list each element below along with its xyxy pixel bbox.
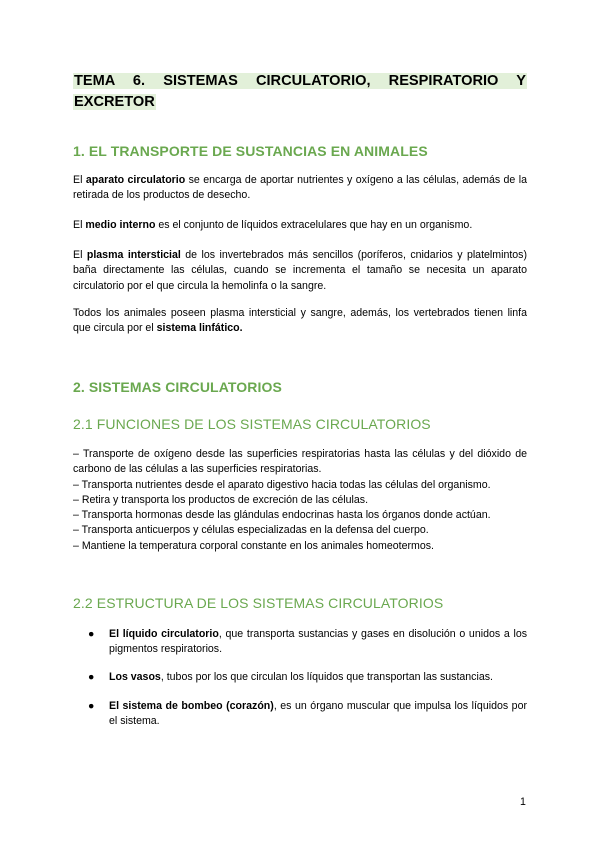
- text-run: de los invertebrados más sencillos (poríferos, cnidarios y platelmintos) baña directamente las células, cuando se incrementa el tamaño se necesita un aparato circulatorio por el que circula la hemolinfa o la sangre.: [73, 249, 527, 292]
- title-line-1: TEMA 6. SISTEMAS CIRCULATORIO, RESPIRATORIO Y: [74, 73, 526, 89]
- bold-term: aparato circulatorio: [85, 174, 186, 186]
- document-title: [73, 71, 527, 113]
- text-run: es el conjunto de líquidos extracelulares que hay en un organismo.: [155, 219, 473, 231]
- list-item: – Transporte de oxígeno desde las superficies respiratorias hasta las células y del dióxido de carbono de las células a las superficies respiratorias.: [73, 448, 527, 476]
- text-run: se encarga de aportar nutrientes y oxígeno a las células, además de la retirada de los productos de desecho.: [73, 174, 527, 202]
- list-item: – Transporta nutrientes desde el aparato digestivo hacia todas las células del organismo.: [73, 478, 491, 491]
- bullet-item-bombeo: [88, 699, 527, 730]
- bold-term: Los vasos: [109, 671, 161, 683]
- text-run: , es un órgano muscular que impulsa los líquidos por el sistema.: [109, 700, 527, 728]
- section-1-heading: 1. EL TRANSPORTE DE SUSTANCIAS EN ANIMALES: [73, 143, 428, 159]
- text-run: Todos los animales poseen plasma intersticial y sangre, además, los vertebrados tienen linfa que circula por el: [73, 307, 527, 335]
- list-item: – Transporta anticuerpos y células especializadas en la defensa del cuerpo.: [73, 524, 429, 537]
- bold-term: El sistema de bombeo (corazón): [109, 700, 274, 712]
- bold-term: sistema linfático.: [156, 322, 243, 335]
- bold-term: plasma intersticial: [86, 249, 181, 261]
- functions-list: [73, 447, 527, 554]
- section-2-heading: 2. SISTEMAS CIRCULATORIOS: [73, 379, 282, 395]
- list-item: – Mantiene la temperatura corporal constante en los animales homeotermos.: [73, 539, 434, 552]
- title-line-2: EXCRETOR: [74, 94, 155, 110]
- bold-term: medio interno: [85, 219, 156, 231]
- paragraph-medio-interno: [73, 218, 527, 233]
- paragraph-aparato-circulatorio: [73, 173, 527, 204]
- text-run: , que transporta sustancias y gases en disolución o unidos a los pigmentos respiratorios.: [109, 628, 528, 656]
- paragraph-sistema-linfatico: [73, 306, 527, 337]
- list-item: – Retira y transporta los productos de excreción de las células.: [73, 493, 369, 506]
- bullet-icon: ●: [88, 671, 95, 683]
- list-item: – Transporta hormonas desde las glándulas endocrinas hasta los órganos donde actúan.: [73, 509, 491, 522]
- bullet-icon: ●: [88, 628, 95, 640]
- paragraph-plasma-intersticial: [73, 248, 527, 294]
- bullet-icon: ●: [88, 700, 95, 712]
- text-run: El: [73, 219, 86, 231]
- subsection-2-2-heading: 2.2 ESTRUCTURA DE LOS SISTEMAS CIRCULATORIOS: [73, 595, 444, 611]
- text-run: El: [73, 174, 86, 186]
- bullet-item-vasos: [88, 670, 527, 685]
- page-number: 1: [520, 796, 526, 808]
- subsection-2-1-heading: 2.1 FUNCIONES DE LOS SISTEMAS CIRCULATORIOS: [73, 416, 431, 432]
- text-run: , tubos por los que circulan los líquidos que transportan las sustancias.: [160, 671, 493, 683]
- text-run: El: [73, 249, 87, 261]
- bullet-item-liquido: [88, 627, 527, 658]
- bold-term: El líquido circulatorio: [109, 628, 219, 640]
